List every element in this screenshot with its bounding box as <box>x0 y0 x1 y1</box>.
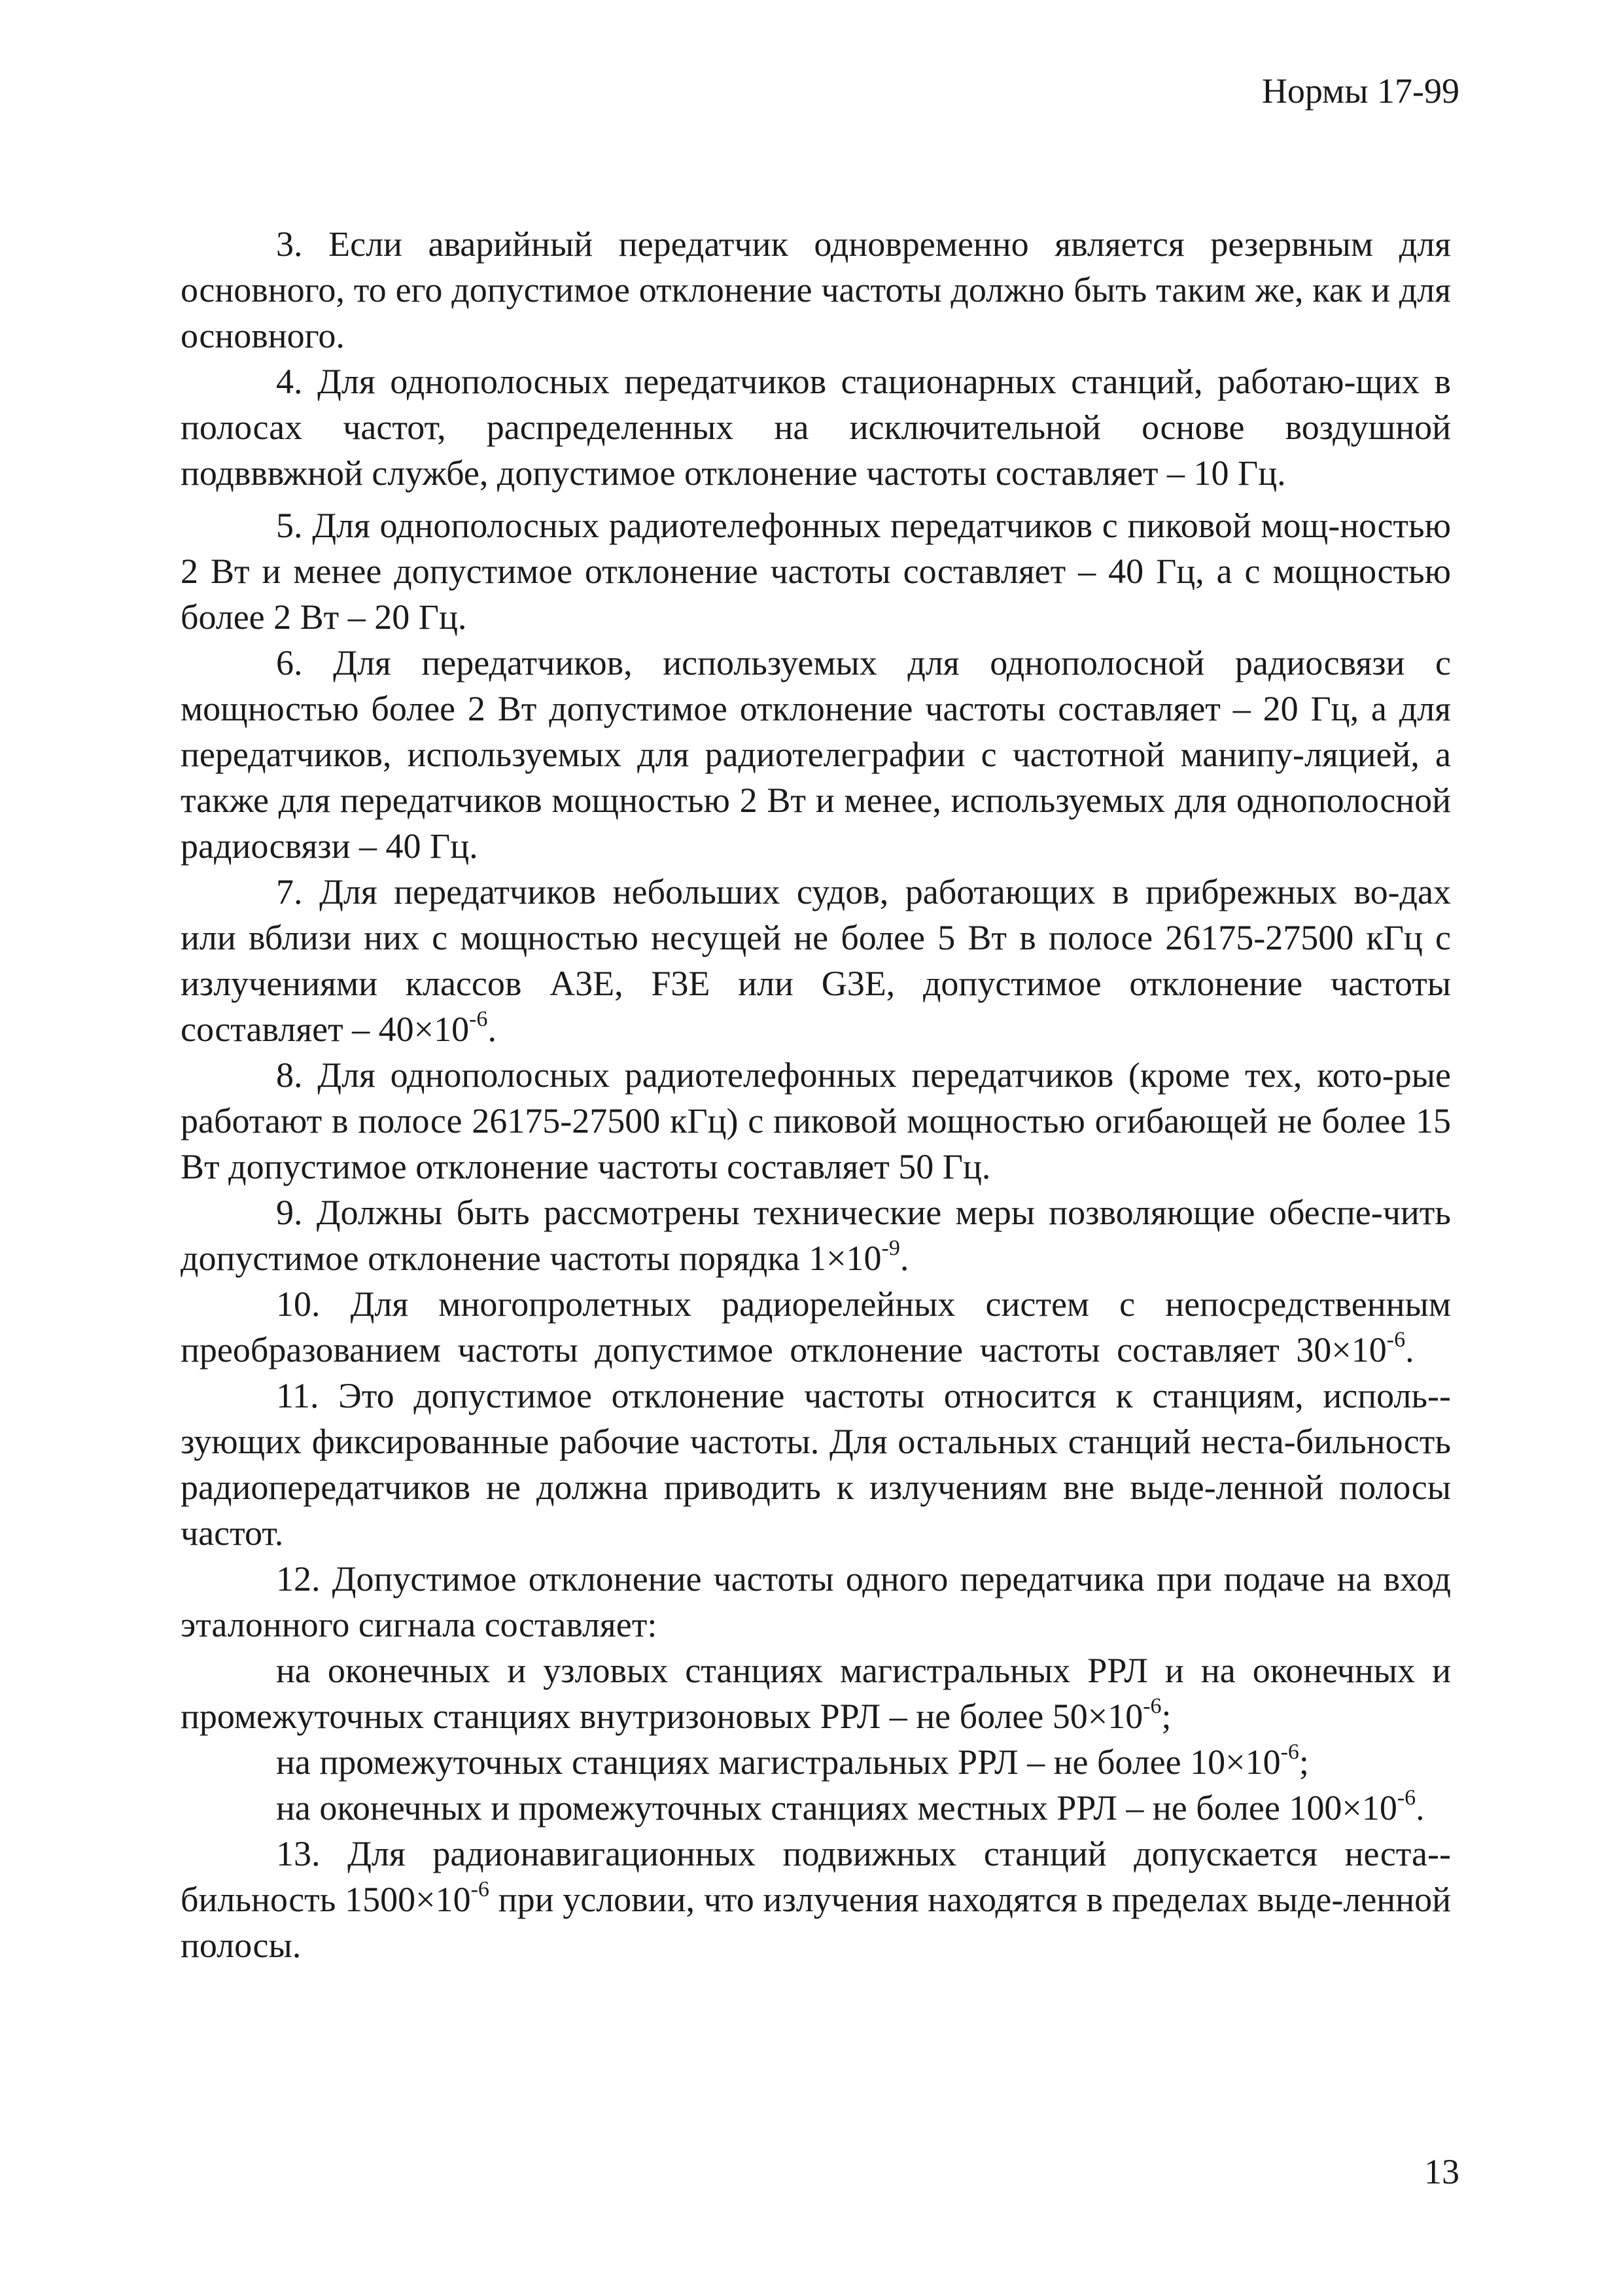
paragraph-5: 5. Для однополосных радиотелефонных передатчиков с пиковой мощ-ностью 2 Вт и менее допустимое отклонение частоты составляет – 40 Гц, а с мощностью более 2 Вт – 20 Гц. <box>181 506 1451 637</box>
paragraph-12-item-1: на оконечных и узловых станциях магистральных РРЛ и на оконечных и промежуточных станциях внутризоновых РРЛ – не более $50\times 10^{-6}$; <box>181 1651 1451 1736</box>
document-code-header: Нормы 17-99 <box>1261 71 1459 111</box>
paragraph-4: 4. Для однополосных передатчиков стационарных станций, работаю-щих в полосах частот, распределенных на исключительной основе воздушной подвввжной службе, допустимое отклонение частоты составляет – 10 Гц. <box>181 362 1451 493</box>
paragraph-7: 7. Для передатчиков небольших судов, работающих в прибрежных во-дах или вблизи них с мощностью несущей не более 5 Вт в полосе 26175-27500 кГц с излучениями классов А3Е, F3E или G3E, допустимое отклонение частоты составляет – $40\times 10^{-6}$. <box>181 872 1451 1049</box>
body-text <box>181 221 1451 1968</box>
paragraph-13: 13. Для радионавигационных подвижных станций допускается неста-бильность $1500\times 10^{-6}$ при условии, что излучения находятся в пределах выде-ленной полосы. <box>181 1834 1451 1965</box>
paragraph-12-item-3: на оконечных и промежуточных станциях местных РРЛ – не более $100\times 10^{-6}$. <box>276 1786 1425 1828</box>
paragraph-9: 9. Должны быть рассмотрены технические меры позволяющие обеспе-чить допустимое отклонение частоты порядка $1\times 10^{-9}$. <box>181 1193 1451 1278</box>
page-number: 13 <box>1424 2152 1459 2191</box>
paragraph-10: 10. Для многопролетных радиорелейных систем с непосредственным преобразованием частоты допустимое отклонение частоты составляет $30\times 10^{-6}$. <box>181 1284 1451 1369</box>
paragraph-3: 3. Если аварийный передатчик одновременно является резервным для основного, то его допустимое отклонение частоты должно быть таким же, как и для основного. <box>181 224 1451 355</box>
paragraph-12-item-2: на промежуточных станциях магистральных РРЛ – не более $10\times 10^{-6}$; <box>276 1740 1309 1782</box>
paragraph-11: 11. Это допустимое отклонение частоты относится к станциям, исполь-зующих фиксированные рабочие частоты. Для остальных станций неста-бильность радиопередатчиков не должна приводить к излучениям вне выде-ленной полосы частот. <box>181 1376 1451 1553</box>
paragraph-8: 8. Для однополосных радиотелефонных передатчиков (кроме тех, кото-рые работают в полосе 26175-27500 кГц) с пиковой мощностью огибающей не более 15 Вт допустимое отклонение частоты составляет 50 Гц. <box>181 1055 1451 1186</box>
paragraph-12: 12. Допустимое отклонение частоты одного передатчика при подаче на вход эталонного сигнала составляет: <box>181 1559 1451 1644</box>
paragraph-6: 6. Для передатчиков, используемых для однополосной радиосвязи с мощностью более 2 Вт допустимое отклонение частоты составляет – 20 Гц, а для передатчиков, используемых для радиотелеграфии с частотной манипу-ляцией, а также для передатчиков мощностью 2 Вт и менее, используемых для однополосной радиосвязи – 40 Гц. <box>181 643 1451 866</box>
